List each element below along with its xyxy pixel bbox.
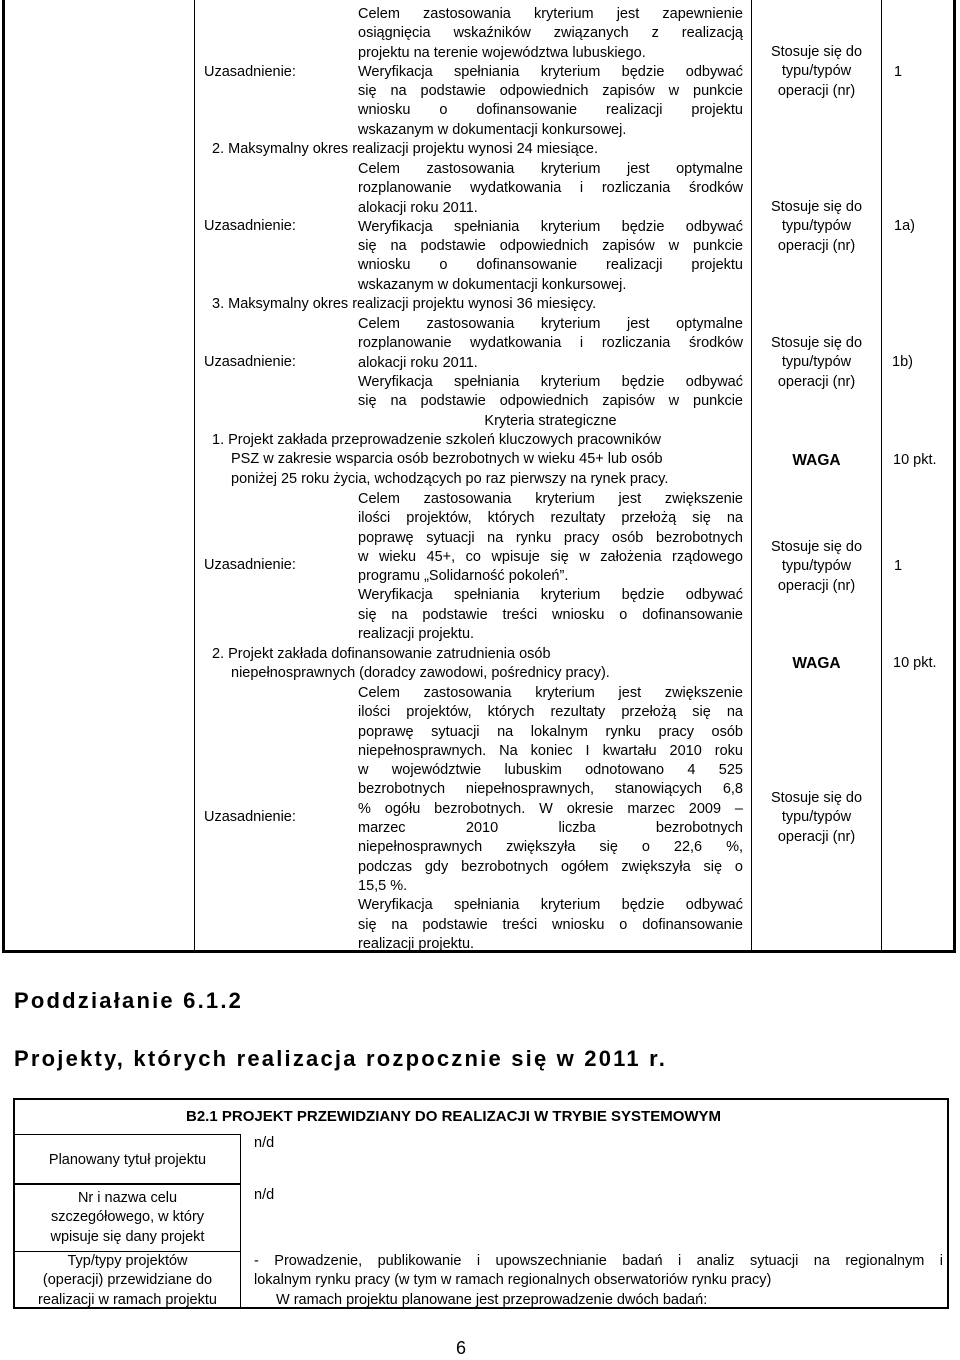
points-2: 10 pkt. bbox=[893, 655, 937, 671]
operation-ref-1: 1 bbox=[894, 64, 903, 80]
b21-column-divider bbox=[240, 1134, 241, 1308]
justification-text-4: Celem zastosowania kryterium jest zwiększenie ilości projektów, których rezultaty przełożą się na poprawę sytuacji na rynku pracy osób bezrobotnych w wieku 45+, co wpisuje się w założenia rządowego programu „Solidarność pokoleń”. Weryfikacja spełniania kryterium będzie odbywać się na podstawie treści wniosku o dofinansowanie realizacji projektu. bbox=[358, 491, 743, 643]
applies-to-5: Stosuje się do typu/typów operacji (nr) bbox=[770, 790, 863, 845]
section-heading-projects: Projekty, których realizacja rozpocznie się w 2011 r. bbox=[14, 1046, 668, 1071]
operation-ref-3: 1b) bbox=[892, 354, 913, 370]
section-heading-subaction: Poddziałanie 6.1.2 bbox=[14, 988, 244, 1013]
b21-label-goal: Nr i nazwa celu szczegółowego, w który wpisuje się dany projekt bbox=[50, 1190, 205, 1245]
page-number: 6 bbox=[456, 1338, 467, 1358]
b21-row-divider-1 bbox=[15, 1183, 240, 1185]
justification-label-2: Uzasadnienie: bbox=[204, 218, 296, 234]
strategic-criteria-header: Kryteria strategiczne bbox=[484, 413, 617, 429]
justification-label-4: Uzasadnienie: bbox=[204, 557, 296, 573]
operation-ref-2: 1a) bbox=[894, 218, 915, 234]
weight-label-1: WAGA bbox=[792, 452, 841, 469]
b21-label-title: Planowany tytuł projektu bbox=[48, 1152, 207, 1168]
justification-text-1: Celem zastosowania kryterium jest zapewnienie osiągnięcia wskaźników związanych z realizacją projektu na terenie województwa lubuskiego. Weryfikacja spełniania kryterium będzie odbywać się na podstawie odpowiednich zapisów w punkcie wniosku o dofinansowanie realizacji projektu wskazanym w dokumentacji konkursowej. bbox=[358, 6, 743, 138]
b21-value-title: n/d bbox=[254, 1135, 275, 1151]
upper-table-left-border bbox=[2, 0, 5, 953]
justification-text-3: Celem zastosowania kryterium jest optymalne rozplanowanie wydatkowania i rozliczania środków alokacji roku 2011. Weryfikacja spełniania kryterium będzie odbywać się na podstawie odpowiednich zapisów w punkcie bbox=[358, 316, 743, 410]
operation-ref-4: 1 bbox=[894, 558, 903, 574]
b21-header-divider bbox=[15, 1134, 240, 1135]
upper-table-ref-divider bbox=[881, 0, 882, 953]
applies-to-4: Stosuje się do typu/typów operacji (nr) bbox=[770, 539, 863, 594]
b21-header: B2.1 PROJEKT PRZEWIDZIANY DO REALIZACJI W TRYBIE SYSTEMOWYM bbox=[186, 1108, 722, 1125]
b21-label-types: Typ/typy projektów (operacji) przewidziane do realizacji w ramach projektu bbox=[38, 1253, 217, 1308]
b21-value-goal: n/d bbox=[254, 1187, 275, 1203]
criterion-2: 2. Maksymalny okres realizacji projektu wynosi 24 miesiące. bbox=[212, 141, 599, 157]
criterion-3: 3. Maksymalny okres realizacji projektu wynosi 36 miesięcy. bbox=[212, 296, 597, 312]
upper-table-left-inner bbox=[194, 0, 195, 953]
upper-table-right-border bbox=[953, 0, 956, 953]
applies-to-1: Stosuje się do typu/typów operacji (nr) bbox=[770, 44, 863, 99]
points-1: 10 pkt. bbox=[893, 452, 937, 468]
justification-text-5: Celem zastosowania kryterium jest zwiększenie ilości projektów, których rezultaty przełożą się na poprawę sytuacji na lokalnym rynku pracy osób niepełnosprawnych. Na koniec I kwartału 2010 roku w województwie lubuskim odnotowano 4 525 bezrobotnych niepełnosprawnych, stanowiących 6,8 % ogółu bezrobotnych. W okresie marzec 2009 – marzec 2010 liczba bezrobotnych niepełnosprawnych zwiększyła się o 22,6 %, podczas gdy bezrobotnych ogółem zwiększyła się o 15,5 %. Weryfikacja spełniania kryterium będzie odbywać się na podstawie treści wniosku o dofinansowanie realizacji projektu. bbox=[358, 685, 743, 952]
applies-to-3: Stosuje się do typu/typów operacji (nr) bbox=[770, 335, 863, 390]
strategic-criterion-2: 2. Projekt zakłada dofinansowanie zatrudnienia osób niepełnosprawnych (doradcy zawodowi, pośrednicy pracy). bbox=[212, 646, 610, 682]
justification-text-2: Celem zastosowania kryterium jest optymalne rozplanowanie wydatkowania i rozliczania środków alokacji roku 2011. Weryfikacja spełniania kryterium będzie odbywać się na podstawie odpowiednich zapisów w punkcie wniosku o dofinansowanie realizacji projektu wskazanym w dokumentacji konkursowej. bbox=[358, 161, 743, 293]
justification-label-1: Uzasadnienie: bbox=[204, 64, 296, 80]
justification-label-5: Uzasadnienie: bbox=[204, 809, 296, 825]
b21-value-types: - Prowadzenie, publikowanie i upowszechnianie badań i analiz sytuacji na regionalnym i lokalnym rynku pracy (w tym w ramach regionalnych obserwatoriów rynku pracy) W ramach projektu planowane jest przeprowadzenie dwóch badań: bbox=[254, 1253, 943, 1308]
weight-label-2: WAGA bbox=[792, 655, 841, 672]
justification-label-3: Uzasadnienie: bbox=[204, 354, 296, 370]
strategic-criterion-1: 1. Projekt zakłada przeprowadzenie szkoleń kluczowych pracowników PSZ w zakresie wsparcia osób bezrobotnych w wieku 45+ lub osób poniżej 25 roku życia, wchodzących po raz pierwszy na rynek pracy. bbox=[212, 432, 669, 487]
applies-to-2: Stosuje się do typu/typów operacji (nr) bbox=[770, 199, 863, 254]
